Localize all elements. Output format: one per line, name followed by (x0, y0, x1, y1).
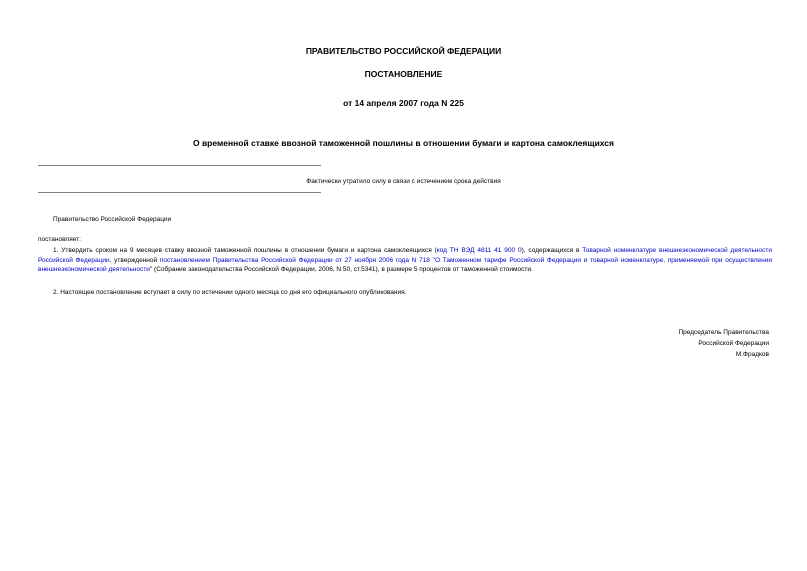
intro-text: Правительство Российской Федерации (53, 216, 172, 223)
government-decree-link[interactable]: постановлением Правительства Российской Федерации от 27 ноября 2006 года N 718 "О Таможенном тарифе Российской Федерации и товарной номенклатуре, применяемой при осуществлении внешнеэкономической деятельности (38, 256, 772, 274)
signatory-position: Председатель Правительства (678, 329, 769, 336)
top-divider (38, 165, 321, 166)
signatory-name: М.Фрадков (735, 351, 769, 358)
status-note: Фактически утратило силу в связи с истечением срока действия (306, 178, 501, 185)
document-type: ПОСТАНОВЛЕНИЕ (364, 69, 443, 79)
bottom-divider (38, 192, 321, 193)
resolves-text: постановляет: (38, 236, 81, 243)
paragraph-1 (38, 246, 772, 275)
document-title: О временной ставке ввозной таможенной пошлины в отношении бумаги и картона самоклеящихся (192, 138, 614, 148)
paragraph-1-text-d: " (Собрание законодательства Российской Федерации, 2006, N 50, ст.5341), в размере 5 процентов от таможенной стоимости. (149, 266, 533, 274)
paragraph-1-text-c: , утвержденной (109, 256, 160, 264)
paragraph-1-text-b: ), содержащихся в (521, 247, 583, 254)
paragraph-1-text-a: 1. Утвердить сроком на 9 месяцев ставку ввозной таможенной пошлины в отношении бумаги и картона самоклеящихся ( (53, 247, 437, 254)
hs-code-link[interactable]: код ТН ВЭД 4811 41 900 0 (436, 247, 522, 254)
signatory-country: Российской Федерации (698, 340, 769, 347)
document-date-number: от 14 апреля 2007 года N 225 (343, 98, 464, 108)
commodity-nomenclature-link[interactable]: Товарной номенклатуре внешнеэкономической деятельности Российской Федерации (38, 247, 772, 264)
paragraph-2: 2. Настоящее постановление вступает в силу по истечении одного месяца со дня его официального опубликования. (53, 289, 407, 296)
issuing-authority: ПРАВИТЕЛЬСТВО РОССИЙСКОЙ ФЕДЕРАЦИИ (305, 46, 502, 56)
